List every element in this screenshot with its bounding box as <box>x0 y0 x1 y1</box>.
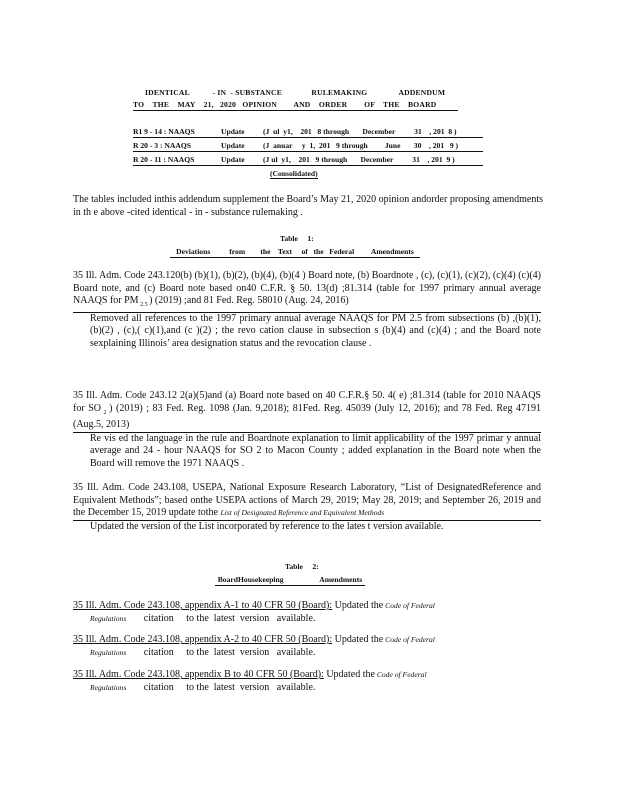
entry-description: Re vis ed the language in the rule and Boardnote explanation to limit applicability of the 1997 primar y annual average and 24 - hour NAAQS for SO 2 to Macon County ; added explanation in the Board note when the Board will remove the 1971 NAAQS . <box>90 432 541 469</box>
housekeeping-entry: 35 Ill. Adm. Code 243.108, appendix A-1 to 40 CFR 50 (Board): Updated the Code of Federal Regulations citation to the latest version available. <box>73 600 435 624</box>
table1-label: Table 1: <box>280 234 314 243</box>
table2-label: Table 2: <box>285 562 319 571</box>
docket-row <box>133 155 483 166</box>
docket-number: R 20 - 3 : NAAQS <box>133 141 192 150</box>
docket-row <box>133 141 483 152</box>
entry-citation: 35 Ill. Adm. Code 243.108, appendix B to 40 CFR 50 (Board): <box>73 669 324 680</box>
entry-citation: 35 Ill. Adm. Code 243.108, USEPA, National Exposure Research Laboratory, “List of DesignatedReference and Equivalent Methods”; based onthe USEPA actions of March 29, 2019; May 28, 2019; and September 26, 2019 and the December 15, 2019 update tothe List of Designated Reference and Equivalent Methods <box>73 482 541 521</box>
docket-period: (J ul y1, 201 8 through December 31 , 201 8 ) <box>263 127 457 136</box>
housekeeping-entry: 35 Ill. Adm. Code 243.108, appendix A-2 to 40 CFR 50 (Board): Updated the Code of Federal Regulations citation to the latest version available. <box>73 634 435 658</box>
docket-type: Update <box>221 141 245 150</box>
deviation-entry <box>73 390 541 470</box>
addendum-heading-line2: TO THE MAY 21, 2020 OPINION AND ORDER OF THE BOARD <box>133 100 458 111</box>
entry-description: Removed all references to the 1997 primary annual average NAAQS for PM 2.5 from subsections (b) ,(b)(1), (b)(2) , (c),( c)(1),and (c )(2) ; the revo cation clause in subsection s (b)(4) and (c)(4) ; and the Board note sexplaining Illinois’ area designation status and the revocation clause . <box>90 312 541 349</box>
consolidated-label: (Consolidated) <box>270 169 318 178</box>
table2-title: BoardHousekeeping Amendments <box>215 575 365 586</box>
entry-citation: 35 Ill. Adm. Code 243.108, appendix A-2 to 40 CFR 50 (Board): <box>73 634 333 645</box>
docket-type: Update <box>221 127 245 136</box>
intro-paragraph: The tables included inthis addendum supplement the Board’s May 21, 2020 opinion andorder proposing amendments in th e above -cited identical - in - substance rulemaking . <box>73 194 543 218</box>
docket-number: R 20 - 11 : NAAQS <box>133 155 195 164</box>
docket-number: R1 9 - 14 : NAAQS <box>133 127 195 136</box>
deviation-entry <box>73 270 541 350</box>
table1-title: Deviations from the Text of the Federal Amendments <box>170 247 420 258</box>
entry-citation: 35 Ill. Adm. Code 243.12 2(a)(5)and (a) Board note based on 40 C.F.R.§ 50. 4( e) ;81.314 (table for 2010 NAAQS for SO $_2$ ) (2019) ; 83 Fed. Reg. 1098 (Jan. 9,2018); 81Fed. Reg. 45039 (July 12, 2016); and 78 Fed. Reg 47191 (Aug.5, 2013) <box>73 390 541 433</box>
entry-citation: 35 Ill. Adm. Code 243.120(b) (b)(1), (b)(2), (b)(4), (b)(4 ) Board note, (b) Boardnote , (c), (c)(1), (c)(2), (c)(4) (c)(4) Board note, and (c) Board note based on40 C.F.R. § 50. 13(d) ;81.314 (table for 1997 primary annual average NAAQS for PM $_{2.5}$ ) (2019) ;and 81 Fed. Reg. 58010 (Aug. 24, 2016) <box>73 270 541 313</box>
entry-description: Updated the version of the List incorporated by reference to the lates t version available. <box>90 520 444 532</box>
deviation-entry <box>73 482 541 533</box>
entry-citation: 35 Ill. Adm. Code 243.108, appendix A-1 to 40 CFR 50 (Board): <box>73 600 333 611</box>
housekeeping-entry: 35 Ill. Adm. Code 243.108, appendix B to 40 CFR 50 (Board): Updated the Code of Federal Regulations citation to the latest version available. <box>73 669 427 693</box>
docket-type: Update <box>221 155 245 164</box>
docket-period: (J ul y1, 201 9 through December 31 , 201 9 ) <box>263 155 455 164</box>
docket-row <box>133 127 483 138</box>
addendum-heading-line1: IDENTICAL - IN - SUBSTANCE RULEMAKING ADDENDUM <box>145 88 446 97</box>
docket-period: (J anuar y 1, 201 9 through June 30 , 201 9 ) <box>263 141 459 150</box>
